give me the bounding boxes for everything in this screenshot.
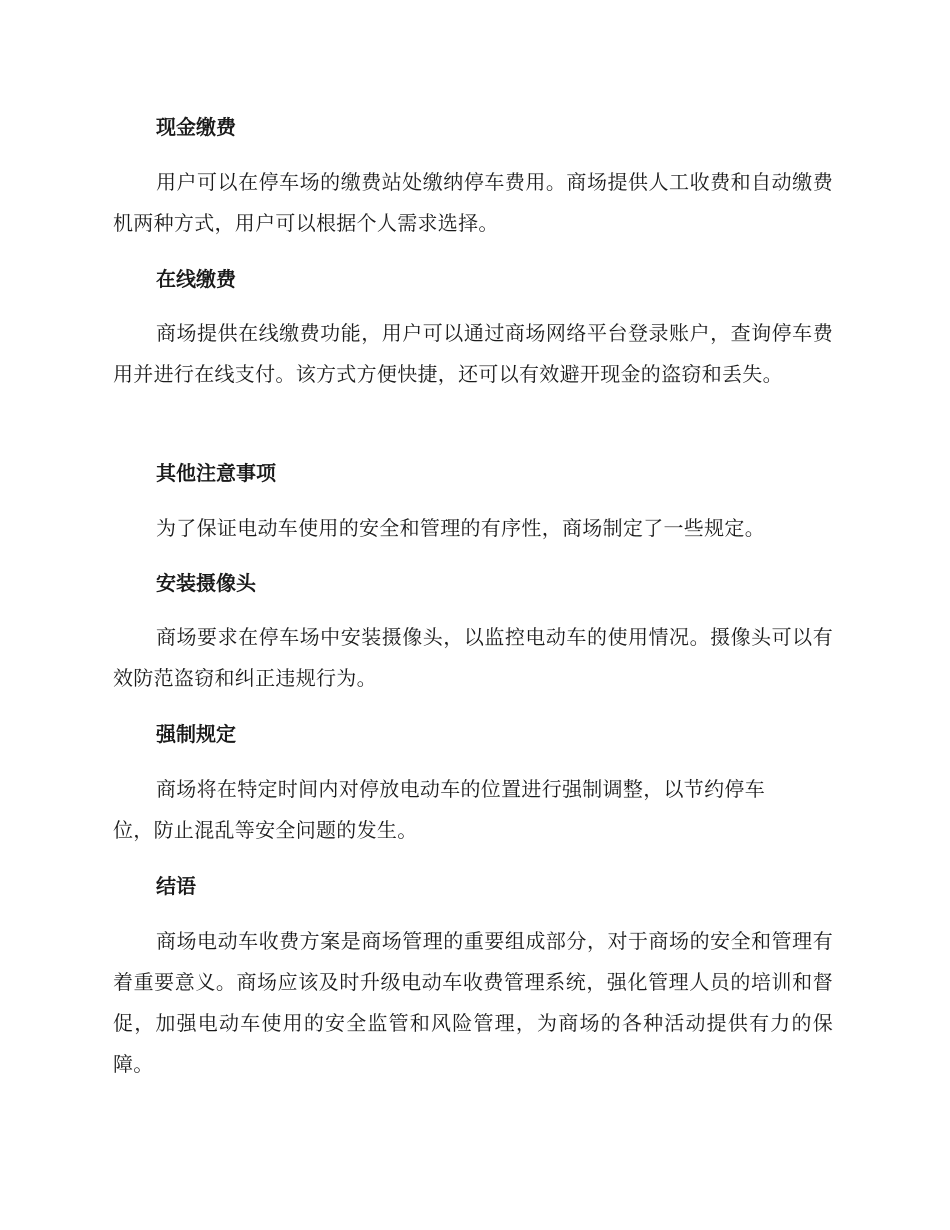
section-paragraph-online-payment: 商场提供在线缴费功能，用户可以通过商场网络平台登录账户，查询停车费用并进行在线支付。该方式方便快捷，还可以有效避开现金的盗窃和丢失。 — [113, 321, 833, 386]
section-paragraph-cash-payment: 用户可以在停车场的缴费站处缴纳停车费用。商场提供人工收费和自动缴费机两种方式，用户可以根据个人需求选择。 — [113, 170, 833, 235]
section-heading-conclusion: 结语 — [156, 874, 196, 898]
section-heading-cash-payment: 现金缴费 — [156, 115, 236, 139]
section-paragraph-other-notes: 为了保证电动车使用的安全和管理的有序性，商场制定了一些规定。 — [156, 516, 765, 540]
section-paragraph-conclusion: 商场电动车收费方案是商场管理的重要组成部分，对于商场的安全和管理有着重要意义。商场应该及时升级电动车收费管理系统，强化管理人员的培训和督促，加强电动车使用的安全监管和风险管理，为商场的各种活动提供有力的保障。 — [113, 929, 833, 1076]
section-heading-mandatory-rules: 强制规定 — [156, 722, 236, 746]
section-paragraph-install-cameras: 商场要求在停车场中安装摄像头，以监控电动车的使用情况。摄像头可以有效防范盗窃和纠正违规行为。 — [113, 625, 833, 690]
section-heading-online-payment: 在线缴费 — [156, 267, 236, 291]
section-heading-other-notes: 其他注意事项 — [156, 461, 276, 485]
section-heading-install-cameras: 安装摄像头 — [156, 571, 256, 595]
section-paragraph-mandatory-rules: 商场将在特定时间内对停放电动车的位置进行强制调整，以节约停车位，防止混乱等安全问题的发生。 — [113, 777, 765, 842]
